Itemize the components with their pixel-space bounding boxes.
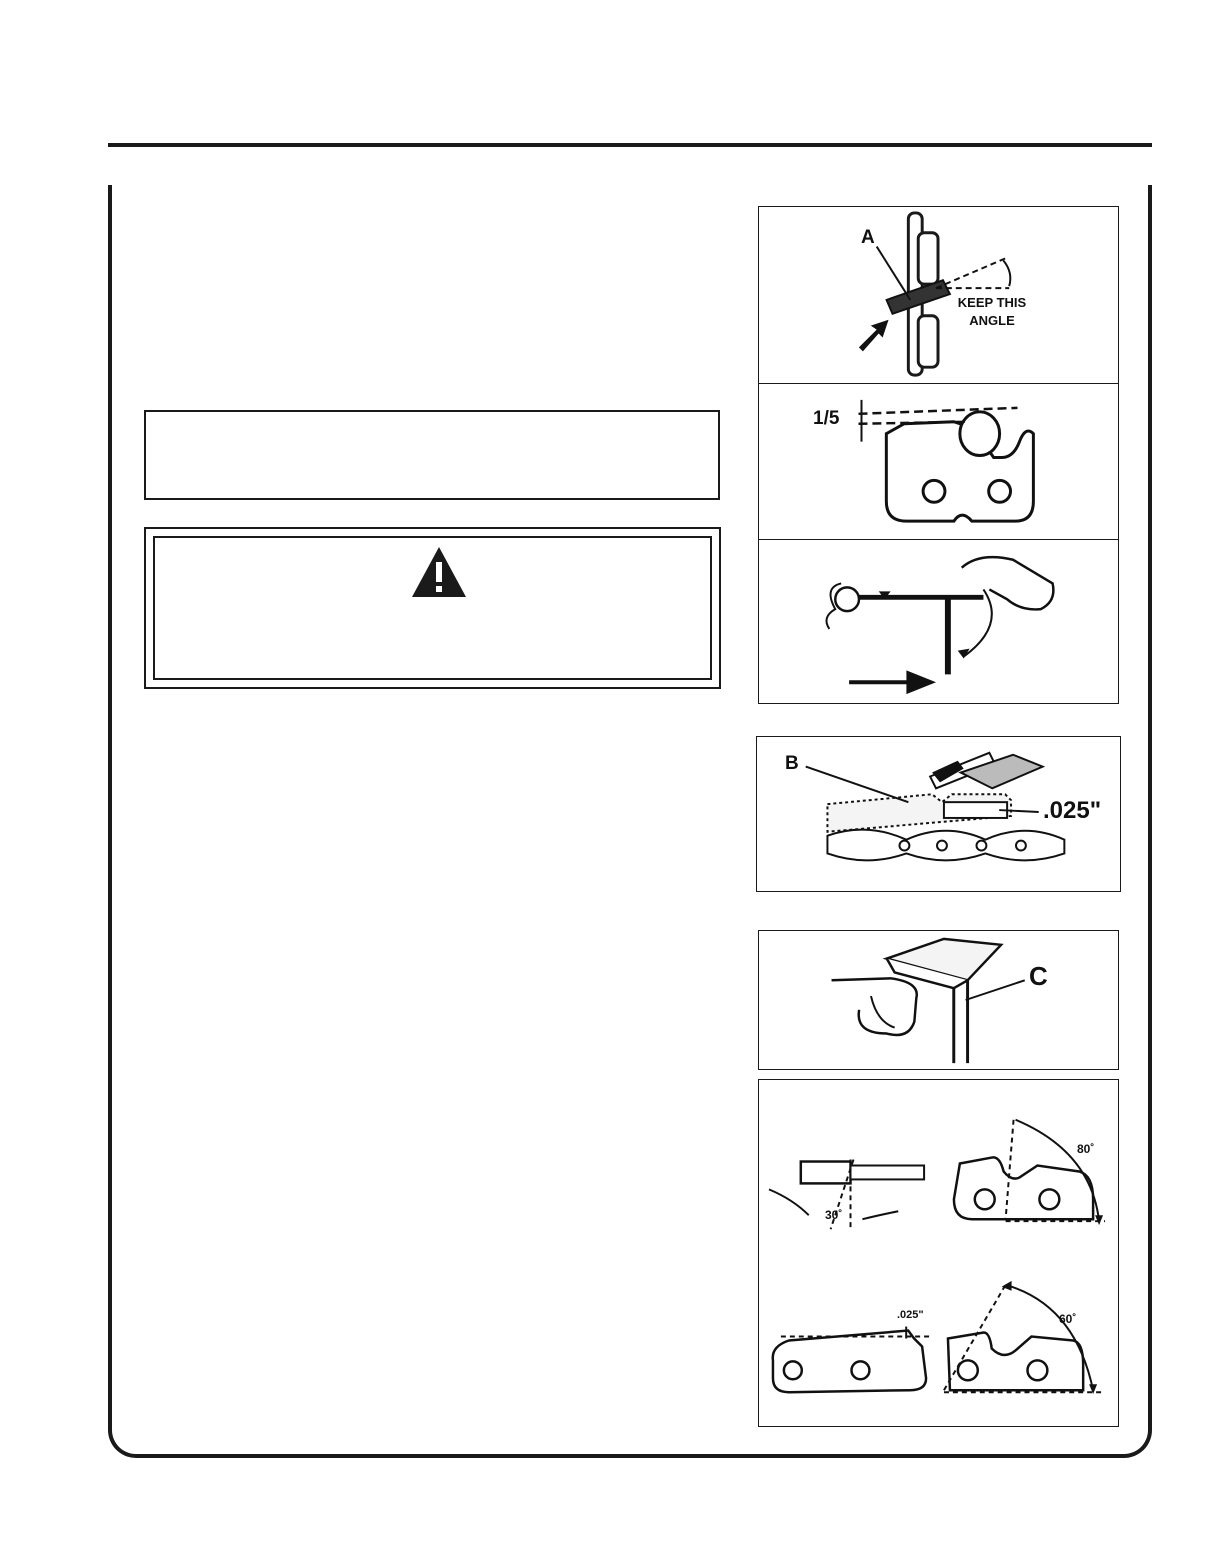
label-b: B <box>785 753 799 774</box>
figure-file-depth <box>758 384 1119 540</box>
label-a: A <box>861 227 875 248</box>
keep-angle-caption-2: ANGLE <box>969 313 1015 328</box>
label-one-fifth: 1/5 <box>813 408 840 429</box>
keep-angle-caption-1: KEEP THIS <box>957 295 1027 310</box>
figure-sharpening-angles <box>758 1079 1119 1427</box>
angle-80-label: 80˚ <box>1077 1142 1095 1156</box>
header-rule <box>108 143 1152 147</box>
angle-30-label: 30˚ <box>825 1208 843 1222</box>
warning-triangle-icon <box>410 545 468 599</box>
angle-60-label: 60˚ <box>1059 1312 1077 1326</box>
figure-depth-gauge <box>756 736 1121 892</box>
figure-file-guide <box>758 539 1119 704</box>
label-c: C <box>1029 961 1048 991</box>
clearance-label: .025" <box>1043 797 1102 824</box>
figure-rounded-front <box>758 930 1119 1070</box>
figure-file-angle <box>758 206 1119 384</box>
note-box <box>144 410 720 500</box>
gauge-025-label: .025" <box>897 1309 924 1321</box>
